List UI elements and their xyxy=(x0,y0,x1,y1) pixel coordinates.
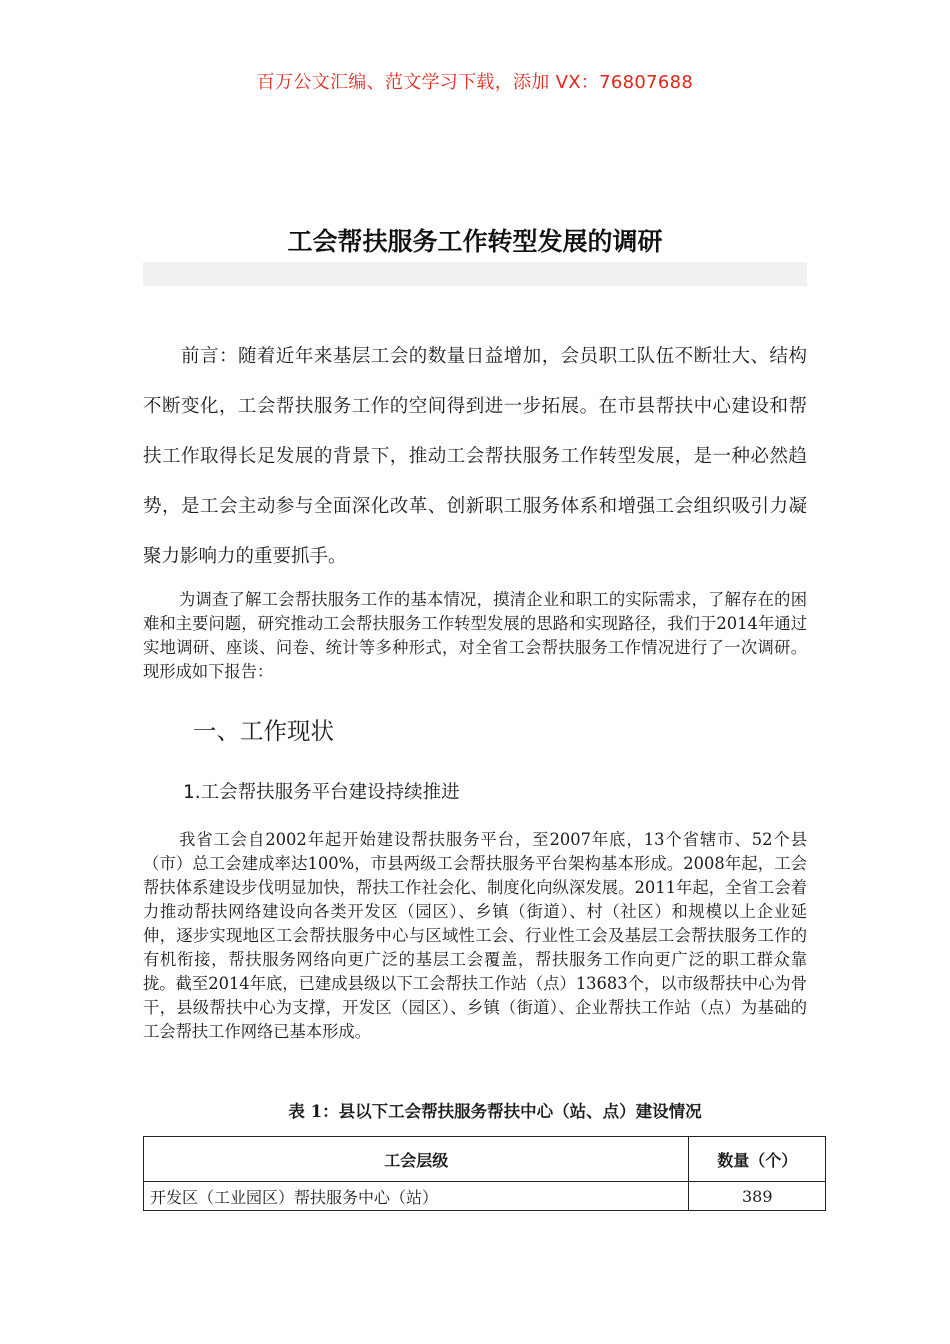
intro-paragraph: 为调查了解工会帮扶服务工作的基本情况，摸清企业和职工的实际需求，了解存在的困难和主要问题，研究推动工会帮扶服务工作转型发展的思路和实现路径，我们于2014年通过实地调研、座谈、问卷、统计等多种形式，对全省工会帮扶服务工作情况进行了一次调研。现形成如下报告： xyxy=(143,590,807,681)
table-header-row xyxy=(144,1137,826,1182)
cell-level: 开发区（工业园区）帮扶服务中心（站） xyxy=(144,1182,689,1211)
header-level: 工会层级 xyxy=(144,1137,689,1182)
header-count: 数量（个） xyxy=(689,1137,826,1182)
preface-paragraph: 前言：随着近年来基层工会的数量日益增加，会员职工队伍不断壮大、结构不断变化，工会帮扶服务工作的空间得到进一步拓展。在市县帮扶中心建设和帮扶工作取得长足发展的背景下，推动工会帮扶服务工作转型发展，是一种必然趋势，是工会主动参与全面深化改革、创新职工服务体系和增强工会组织吸引力凝聚力影响力的重要抓手。 xyxy=(143,346,807,567)
document-title: 工会帮扶服务工作转型发展的调研 xyxy=(287,227,663,256)
header-note: 百万公文汇编、范文学习下载，添加 VX：76807688 xyxy=(256,72,694,93)
subsection-paragraph: 我省工会自2002年起开始建设帮扶服务平台，至2007年底，13个省辖市、52个县（市）总工会建成率达100%，市县两级工会帮扶服务平台架构基本形成。2008年起，工会帮扶体系建设步伐明显加快，帮扶工作社会化、制度化向纵深发展。2011年起，全省工会着力推动帮扶网络建设向各类开发区（园区）、乡镇（街道）、村（社区）和规模以上企业延伸，逐步实现地区工会帮扶服务中心与区域性工会、行业性工会及基层工会帮扶服务工作的有机衔接，帮扶服务网络向更广泛的基层工会覆盖，帮扶服务工作向更广泛的职工群众靠拢。截至2014年底，已建成县级以下工会帮扶工作站（点）13683个，以市级帮扶中心为骨干，县级帮扶中心为支撑，开发区（园区）、乡镇（街道）、企业帮扶工作站（点）为基础的工会帮扶工作网络已基本形成。 xyxy=(143,830,807,1041)
subsection-heading: 1.工会帮扶服务平台建设持续推进 xyxy=(183,782,460,803)
section-heading: 一、工作现状 xyxy=(193,717,334,745)
cell-count: 389 xyxy=(689,1182,826,1211)
title-underline-band xyxy=(143,262,807,286)
table-row xyxy=(144,1182,826,1211)
table-caption: 表 1：县以下工会帮扶服务帮扶中心（站、点）建设情况 xyxy=(288,1102,702,1121)
construction-table xyxy=(143,1136,826,1211)
